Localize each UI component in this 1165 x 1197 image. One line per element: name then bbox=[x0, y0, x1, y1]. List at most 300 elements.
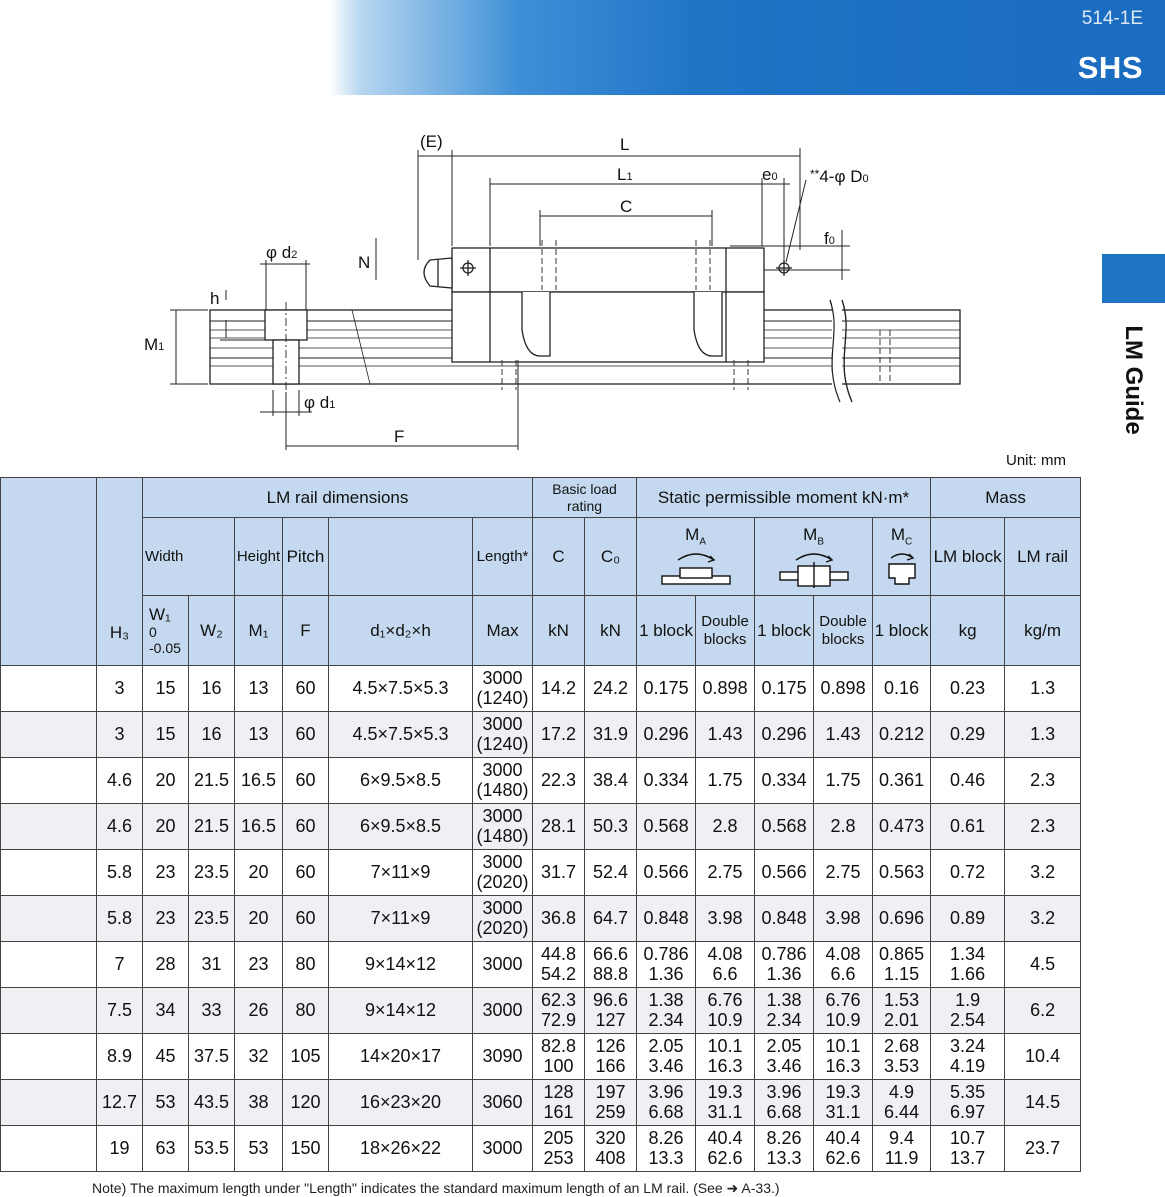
table-cell bbox=[931, 988, 1005, 1034]
table-cell: 13 bbox=[235, 712, 283, 758]
table-cell: 16 bbox=[189, 666, 235, 712]
c-value: 28.1 bbox=[541, 815, 577, 836]
table-cell bbox=[637, 850, 696, 896]
lm-rail-header: LM rail bbox=[1005, 518, 1081, 596]
svg-text:h: h bbox=[210, 289, 220, 308]
w1-header: W₁ 0 -0.05 bbox=[143, 596, 189, 666]
mb1-value: 3.96 bbox=[766, 1081, 802, 1102]
table-cell bbox=[533, 988, 585, 1034]
table-cell: 20 bbox=[143, 758, 189, 804]
ma1-value: 0.786 bbox=[643, 943, 689, 964]
table-cell bbox=[931, 850, 1005, 896]
mb1-value: 2.05 bbox=[766, 1035, 802, 1056]
table-cell bbox=[755, 1080, 814, 1126]
length-max: 3000 bbox=[482, 805, 523, 826]
table-cell: 5.8 bbox=[97, 850, 143, 896]
table-cell bbox=[931, 896, 1005, 942]
table-cell bbox=[814, 1126, 873, 1172]
mb2-value: 2.8 bbox=[830, 815, 856, 836]
mc-value: 0.865 bbox=[879, 943, 925, 964]
table-cell bbox=[533, 1126, 585, 1172]
mc-value-long: 3.53 bbox=[884, 1055, 920, 1076]
ma1-value-long: 3.46 bbox=[648, 1055, 684, 1076]
table-cell: 60 bbox=[283, 896, 329, 942]
length-max: 3000 bbox=[482, 759, 523, 780]
table-cell: 45 bbox=[143, 1034, 189, 1080]
table-cell bbox=[1, 850, 97, 896]
table-cell bbox=[696, 712, 755, 758]
kg-value-long: 6.97 bbox=[950, 1101, 986, 1122]
table-cell: 3 bbox=[97, 666, 143, 712]
table-cell: 150 bbox=[283, 1126, 329, 1172]
table-cell bbox=[473, 896, 533, 942]
ma1-value-long: 1.36 bbox=[648, 963, 684, 984]
table-cell bbox=[814, 988, 873, 1034]
mc-header: $M_C$ bbox=[873, 518, 931, 596]
mc-value-long: 11.9 bbox=[884, 1147, 919, 1168]
mb2-value-long: 31.1 bbox=[825, 1101, 861, 1122]
length-max: 3060 bbox=[482, 1091, 523, 1112]
mb1-value-long: 2.34 bbox=[766, 1009, 802, 1030]
mb1-value-long: 6.68 bbox=[766, 1101, 802, 1122]
mb2-value: 1.75 bbox=[825, 769, 861, 790]
table-cell bbox=[473, 988, 533, 1034]
c0-value: 96.6 bbox=[593, 989, 629, 1010]
ma2-value: 10.1 bbox=[707, 1035, 743, 1056]
table-cell bbox=[931, 942, 1005, 988]
table-cell bbox=[533, 896, 585, 942]
lm-block-header: LM block bbox=[931, 518, 1005, 596]
ma1-value: 0.175 bbox=[643, 677, 689, 698]
model-header bbox=[1, 478, 97, 666]
kg-value: 1.34 bbox=[950, 943, 986, 964]
c-value: 36.8 bbox=[541, 907, 577, 928]
spec-table bbox=[0, 477, 1081, 1172]
length-max: 3090 bbox=[482, 1045, 523, 1066]
table-cell: 1.3 bbox=[1005, 666, 1081, 712]
mb1-value: 0.848 bbox=[761, 907, 807, 928]
table-cell bbox=[585, 850, 637, 896]
table-cell: 3.2 bbox=[1005, 896, 1081, 942]
c-value: 205 bbox=[543, 1127, 574, 1148]
mb1-value-long: 13.3 bbox=[766, 1147, 802, 1168]
table-cell bbox=[585, 804, 637, 850]
table-cell bbox=[533, 758, 585, 804]
ma2-value: 0.898 bbox=[702, 677, 748, 698]
mc-value: 0.473 bbox=[879, 815, 925, 836]
mb2-value: 0.898 bbox=[820, 677, 866, 698]
section-tab[interactable] bbox=[1102, 254, 1165, 303]
table-cell bbox=[637, 896, 696, 942]
c0-value: 24.2 bbox=[593, 677, 629, 698]
table-cell bbox=[814, 1080, 873, 1126]
table-cell: 23.5 bbox=[189, 896, 235, 942]
c0-value: 50.3 bbox=[593, 815, 629, 836]
table-cell: 37.5 bbox=[189, 1034, 235, 1080]
c0-value: 31.9 bbox=[593, 723, 629, 744]
table-cell: 23.7 bbox=[1005, 1126, 1081, 1172]
table-cell bbox=[814, 850, 873, 896]
kg-header: kg bbox=[931, 596, 1005, 666]
mb-1block-header: 1 block bbox=[755, 596, 814, 666]
svg-text:N: N bbox=[358, 253, 371, 272]
table-cell: 21.5 bbox=[189, 804, 235, 850]
spec-table-body bbox=[1, 666, 1081, 1172]
section-label: LM Guide bbox=[1120, 325, 1147, 435]
length-note: (1240) bbox=[476, 687, 529, 708]
table-cell bbox=[755, 1034, 814, 1080]
table-cell bbox=[1, 666, 97, 712]
mb1-value: 0.568 bbox=[761, 815, 807, 836]
table-cell bbox=[533, 1080, 585, 1126]
table-cell bbox=[533, 804, 585, 850]
table-cell: 3 bbox=[97, 712, 143, 758]
table-cell: 6×9.5×8.5 bbox=[329, 804, 473, 850]
length-header: Length* bbox=[473, 518, 533, 596]
kg-value: 0.23 bbox=[950, 677, 986, 698]
ma1-value: 2.05 bbox=[648, 1035, 684, 1056]
table-cell bbox=[1, 1034, 97, 1080]
ma1-value: 0.296 bbox=[643, 723, 689, 744]
ma2-value-long: 31.1 bbox=[707, 1101, 743, 1122]
mb2-value: 3.98 bbox=[825, 907, 861, 928]
ma-1block-header: 1 block bbox=[637, 596, 696, 666]
table-cell: 23.5 bbox=[189, 850, 235, 896]
mc-moment-icon bbox=[885, 548, 919, 588]
table-row bbox=[1, 988, 1081, 1034]
table-row bbox=[1, 850, 1081, 896]
c0-value: 52.4 bbox=[593, 861, 629, 882]
table-cell: 38 bbox=[235, 1080, 283, 1126]
svg-text:f0: f0 bbox=[824, 229, 835, 248]
kg-value-long: 13.7 bbox=[950, 1147, 986, 1168]
svg-text:φ d1: φ d1 bbox=[304, 393, 336, 412]
table-cell: 13 bbox=[235, 666, 283, 712]
length-max: 3000 bbox=[482, 667, 523, 688]
table-cell: 6×9.5×8.5 bbox=[329, 758, 473, 804]
kg-value-long: 2.54 bbox=[950, 1009, 986, 1030]
mb1-value: 1.38 bbox=[766, 989, 802, 1010]
table-cell bbox=[585, 896, 637, 942]
mc-value: 9.4 bbox=[889, 1127, 915, 1148]
table-cell bbox=[873, 850, 931, 896]
table-cell bbox=[873, 988, 931, 1034]
table-cell: 26 bbox=[235, 988, 283, 1034]
table-row bbox=[1, 1126, 1081, 1172]
ma1-value: 3.96 bbox=[648, 1081, 684, 1102]
mb2-value: 40.4 bbox=[825, 1127, 861, 1148]
table-cell: 2.3 bbox=[1005, 758, 1081, 804]
c-value: 62.3 bbox=[541, 989, 577, 1010]
mc-1block-header: 1 block bbox=[873, 596, 931, 666]
rail-dims-header: LM rail dimensions bbox=[143, 478, 533, 518]
c0-value-long: 259 bbox=[595, 1101, 626, 1122]
table-cell bbox=[873, 1080, 931, 1126]
mb1-value: 0.175 bbox=[761, 677, 807, 698]
table-cell bbox=[1, 942, 97, 988]
table-cell bbox=[755, 666, 814, 712]
table-cell: 60 bbox=[283, 850, 329, 896]
c-value: 22.3 bbox=[541, 769, 577, 790]
kg-value: 1.9 bbox=[955, 989, 981, 1010]
kg-value: 0.89 bbox=[950, 907, 986, 928]
c0-value: 320 bbox=[595, 1127, 626, 1148]
table-cell bbox=[696, 758, 755, 804]
table-cell bbox=[755, 1126, 814, 1172]
mass-header: Mass bbox=[931, 478, 1081, 518]
table-cell bbox=[585, 712, 637, 758]
table-cell bbox=[755, 804, 814, 850]
table-cell: 23 bbox=[235, 942, 283, 988]
table-cell: 23 bbox=[143, 850, 189, 896]
d1d2h-header: d₁×d₂×h bbox=[329, 596, 473, 666]
mc-value: 0.361 bbox=[879, 769, 925, 790]
table-cell: 4.5 bbox=[1005, 942, 1081, 988]
table-cell: 8.9 bbox=[97, 1034, 143, 1080]
mc-value-long: 1.15 bbox=[884, 963, 920, 984]
table-cell bbox=[473, 758, 533, 804]
length-note: (2020) bbox=[476, 917, 529, 938]
svg-text:(E): (E) bbox=[420, 132, 443, 151]
ma2-value: 1.75 bbox=[707, 769, 743, 790]
table-cell bbox=[637, 988, 696, 1034]
ma1-value: 0.848 bbox=[643, 907, 689, 928]
table-cell bbox=[473, 666, 533, 712]
ma1-value: 0.568 bbox=[643, 815, 689, 836]
table-row bbox=[1, 804, 1081, 850]
table-cell bbox=[755, 758, 814, 804]
c0-value: 64.7 bbox=[593, 907, 629, 928]
table-cell: 1.3 bbox=[1005, 712, 1081, 758]
m1-header: M₁ bbox=[235, 596, 283, 666]
length-note: (2020) bbox=[476, 871, 529, 892]
table-cell bbox=[585, 1080, 637, 1126]
table-cell: 20 bbox=[235, 896, 283, 942]
svg-text:M1: M1 bbox=[144, 335, 165, 354]
table-cell bbox=[755, 942, 814, 988]
mb2-value: 6.76 bbox=[825, 989, 861, 1010]
table-cell: 80 bbox=[283, 942, 329, 988]
table-cell: 15 bbox=[143, 666, 189, 712]
table-cell: 4.6 bbox=[97, 804, 143, 850]
mb1-value-long: 1.36 bbox=[766, 963, 802, 984]
c-value: 17.2 bbox=[541, 723, 577, 744]
mb2-value: 10.1 bbox=[825, 1035, 861, 1056]
table-cell: 6.2 bbox=[1005, 988, 1081, 1034]
c-value: 128 bbox=[543, 1081, 574, 1102]
c0-unit-header: kN bbox=[585, 596, 637, 666]
table-cell bbox=[696, 1034, 755, 1080]
mb2-value-long: 10.9 bbox=[825, 1009, 861, 1030]
ma1-value-long: 13.3 bbox=[648, 1147, 684, 1168]
mb2-value: 19.3 bbox=[825, 1081, 861, 1102]
length-max: 3000 bbox=[482, 897, 523, 918]
ma1-value: 0.566 bbox=[643, 861, 689, 882]
kg-value: 0.61 bbox=[950, 815, 986, 836]
mb2-value-long: 16.3 bbox=[825, 1055, 861, 1076]
table-cell bbox=[473, 1126, 533, 1172]
table-cell: 4.5×7.5×5.3 bbox=[329, 666, 473, 712]
table-cell: 20 bbox=[235, 850, 283, 896]
length-max: 3000 bbox=[482, 851, 523, 872]
table-row bbox=[1, 758, 1081, 804]
c0-value-long: 127 bbox=[595, 1009, 626, 1030]
table-cell: 43.5 bbox=[189, 1080, 235, 1126]
c0-value-long: 88.8 bbox=[593, 963, 629, 984]
length-max: 3000 bbox=[482, 1137, 523, 1158]
table-cell: 4.6 bbox=[97, 758, 143, 804]
table-cell: 63 bbox=[143, 1126, 189, 1172]
table-cell bbox=[585, 942, 637, 988]
table-cell bbox=[873, 804, 931, 850]
kg-value: 0.29 bbox=[950, 723, 986, 744]
length-note: (1480) bbox=[476, 825, 529, 846]
table-cell bbox=[1, 1080, 97, 1126]
mb1-value: 0.296 bbox=[761, 723, 807, 744]
table-cell bbox=[533, 942, 585, 988]
table-cell: 10.4 bbox=[1005, 1034, 1081, 1080]
basic-load-header: Basic load rating bbox=[533, 478, 637, 518]
table-cell bbox=[637, 942, 696, 988]
pitch-header: Pitch bbox=[283, 518, 329, 596]
table-cell: 19 bbox=[97, 1126, 143, 1172]
svg-text:e0: e0 bbox=[762, 165, 778, 184]
table-cell bbox=[696, 1126, 755, 1172]
table-cell: 14.5 bbox=[1005, 1080, 1081, 1126]
table-cell: 2.3 bbox=[1005, 804, 1081, 850]
table-cell: 4.5×7.5×5.3 bbox=[329, 712, 473, 758]
table-row bbox=[1, 666, 1081, 712]
table-cell bbox=[473, 942, 533, 988]
table-cell: 16 bbox=[189, 712, 235, 758]
table-cell: 14×20×17 bbox=[329, 1034, 473, 1080]
max-header: Max bbox=[473, 596, 533, 666]
mb1-value-long: 3.46 bbox=[766, 1055, 802, 1076]
mc-value: 4.9 bbox=[889, 1081, 915, 1102]
table-cell bbox=[585, 758, 637, 804]
table-cell bbox=[814, 804, 873, 850]
table-cell bbox=[696, 896, 755, 942]
c0-value: 66.6 bbox=[593, 943, 629, 964]
table-cell bbox=[696, 804, 755, 850]
footnote: Note) The maximum length under "Length" indicates the standard maximum length of an LM rail. (See ➜ A-33.) bbox=[92, 1180, 780, 1196]
table-cell: 16.5 bbox=[235, 804, 283, 850]
table-row bbox=[1, 1034, 1081, 1080]
table-cell bbox=[755, 896, 814, 942]
kg-value: 3.24 bbox=[950, 1035, 986, 1056]
ma1-value: 8.26 bbox=[648, 1127, 684, 1148]
table-cell: 7.5 bbox=[97, 988, 143, 1034]
height-header: Height bbox=[235, 518, 283, 596]
table-cell bbox=[473, 1034, 533, 1080]
mb2-value-long: 6.6 bbox=[830, 963, 856, 984]
table-cell bbox=[1, 758, 97, 804]
table-cell bbox=[931, 1080, 1005, 1126]
svg-text:C: C bbox=[620, 197, 633, 216]
table-cell bbox=[755, 988, 814, 1034]
table-cell: 53 bbox=[143, 1080, 189, 1126]
svg-text:F: F bbox=[394, 427, 405, 446]
table-cell: 15 bbox=[143, 712, 189, 758]
table-cell bbox=[873, 1034, 931, 1080]
kg-value-long: 1.66 bbox=[950, 963, 986, 984]
table-cell: 32 bbox=[235, 1034, 283, 1080]
ma-header: $M_A$ bbox=[637, 518, 755, 596]
ma2-value-long: 62.6 bbox=[707, 1147, 743, 1168]
length-max: 3000 bbox=[482, 999, 523, 1020]
table-cell bbox=[473, 804, 533, 850]
ma2-value: 2.8 bbox=[712, 815, 738, 836]
mc-value-long: 6.44 bbox=[884, 1101, 920, 1122]
table-cell bbox=[473, 850, 533, 896]
table-cell bbox=[814, 1034, 873, 1080]
table-cell bbox=[814, 758, 873, 804]
table-cell bbox=[473, 712, 533, 758]
table-cell bbox=[814, 942, 873, 988]
ma1-value-long: 6.68 bbox=[648, 1101, 684, 1122]
table-cell bbox=[585, 988, 637, 1034]
c-value-long: 161 bbox=[543, 1101, 574, 1122]
table-cell bbox=[696, 666, 755, 712]
mb-moment-icon bbox=[772, 548, 856, 588]
table-cell bbox=[533, 1034, 585, 1080]
table-cell: 80 bbox=[283, 988, 329, 1034]
mb1-value: 8.26 bbox=[766, 1127, 802, 1148]
mc-value: 2.68 bbox=[884, 1035, 920, 1056]
table-cell: 105 bbox=[283, 1034, 329, 1080]
table-cell: 28 bbox=[143, 942, 189, 988]
table-cell bbox=[585, 666, 637, 712]
ma2-value: 40.4 bbox=[707, 1127, 743, 1148]
length-note: (1480) bbox=[476, 779, 529, 800]
table-cell: 5.8 bbox=[97, 896, 143, 942]
c-value: 14.2 bbox=[541, 677, 577, 698]
table-row bbox=[1, 896, 1081, 942]
c-value: 31.7 bbox=[541, 861, 577, 882]
table-cell bbox=[873, 896, 931, 942]
mc-value: 0.212 bbox=[879, 723, 925, 744]
table-cell: 20 bbox=[143, 804, 189, 850]
mc-value-long: 2.01 bbox=[884, 1009, 920, 1030]
c-value-long: 253 bbox=[543, 1147, 574, 1168]
length-max: 3000 bbox=[482, 953, 523, 974]
table-cell bbox=[533, 666, 585, 712]
table-cell: 18×26×22 bbox=[329, 1126, 473, 1172]
table-cell bbox=[931, 712, 1005, 758]
mc-value: 0.16 bbox=[884, 677, 920, 698]
c-header: C bbox=[533, 518, 585, 596]
mb2-value: 1.43 bbox=[825, 723, 861, 744]
c-unit-header: kN bbox=[533, 596, 585, 666]
table-cell bbox=[1, 804, 97, 850]
svg-text:φ d2: φ d2 bbox=[266, 243, 298, 262]
table-cell bbox=[637, 666, 696, 712]
table-cell bbox=[637, 712, 696, 758]
table-row bbox=[1, 942, 1081, 988]
table-cell: 60 bbox=[283, 712, 329, 758]
ma2-value: 1.43 bbox=[707, 723, 743, 744]
table-cell: 34 bbox=[143, 988, 189, 1034]
table-cell bbox=[814, 666, 873, 712]
table-cell bbox=[873, 712, 931, 758]
table-cell bbox=[1, 896, 97, 942]
c-value-long: 54.2 bbox=[541, 963, 577, 984]
ma1-value: 1.38 bbox=[648, 989, 684, 1010]
c-value-long: 72.9 bbox=[541, 1009, 577, 1030]
ma-moment-icon bbox=[654, 548, 738, 588]
table-cell bbox=[873, 666, 931, 712]
table-cell bbox=[931, 804, 1005, 850]
